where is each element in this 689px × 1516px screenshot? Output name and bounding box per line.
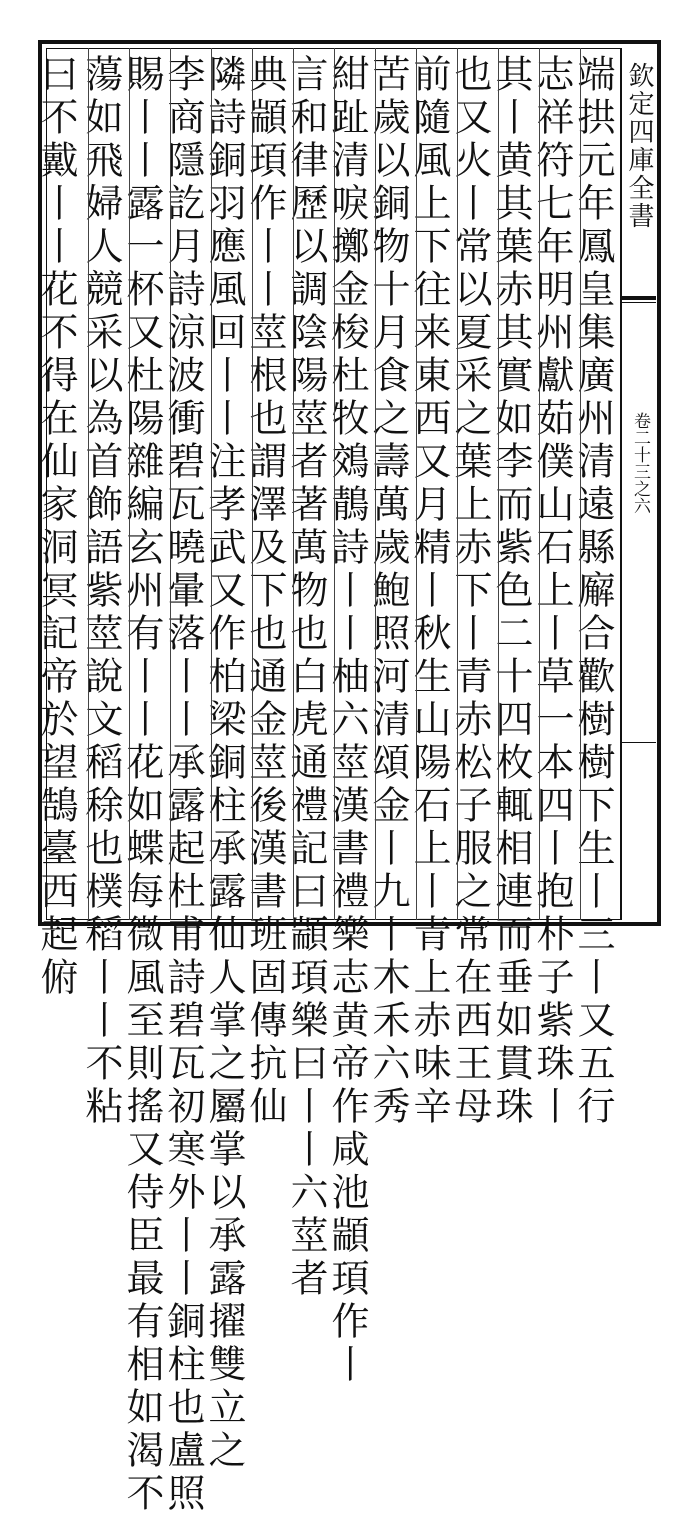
column-rule xyxy=(334,48,335,920)
text-column: 苦歲以銅物十月食之壽萬歲鮑照河清頌金丨九丨木禾六秀 xyxy=(366,54,410,1129)
column-rule xyxy=(375,48,376,920)
text-column: 其丨黄其葉赤其實如李而紫色二十四枚輒相連而垂如貫珠 xyxy=(489,54,533,1129)
fishtail-mark xyxy=(622,296,656,300)
column-rule xyxy=(211,48,212,920)
column-rule xyxy=(457,48,458,920)
text-column: 賜丨丨露一杯又杜陽雜編玄州有丨丨花如蝶每微風至則搖又侍臣最有相如渴不 xyxy=(120,54,164,1516)
column-rule xyxy=(293,48,294,920)
book-title: 欽定四庫全書 xyxy=(624,62,654,230)
text-column: 也又火丨常以夏采之葉上赤下丨青赤松子服之常在西王母 xyxy=(448,54,492,1129)
fishtail-lower-line xyxy=(622,742,656,743)
column-rule xyxy=(539,48,540,920)
column-rule xyxy=(88,48,89,920)
text-column: 蕩如飛婦人競采以為首飾語紫莖說文稻稌也樸稻丨丨不粘 xyxy=(79,54,123,1129)
text-column: 曰不戴丨丨花不得在仙家洞冥記帝於望鵠臺西起俯 xyxy=(34,54,78,1000)
fishtail-line xyxy=(622,302,656,303)
column-rule xyxy=(129,48,130,920)
column-rule xyxy=(498,48,499,920)
text-column: 隣詩銅羽應風回丨丨注孝武又作柏梁銅柱承露仙人掌之屬掌以承露擢雙立之 xyxy=(202,54,246,1473)
text-column: 端拱元年鳳皇集廣州清遠縣廨合歡樹樹下生丨三丨又五行 xyxy=(571,54,615,1129)
text-column: 李商隱訖月詩涼波衝碧瓦曉暈落丨丨承露起杜甫詩碧瓦初寒外丨丨銅柱也盧照 xyxy=(161,54,205,1516)
text-column: 言和律歷以調陰陽莖者著萬物也白虎通禮記曰顓頊樂曰丨丨六莖者 xyxy=(284,54,328,1301)
text-column: 志祥符七年明州獻茹僕山石上丨草一本四丨抱朴子紫珠丨 xyxy=(530,54,574,1129)
column-rule xyxy=(252,48,253,920)
volume-label: 卷二十三之六 xyxy=(630,412,650,514)
text-column: 前隨風上下往来東西又月精丨秋生山陽石上丨青上赤味辛 xyxy=(407,54,451,1129)
column-rule xyxy=(580,48,581,920)
column-rule xyxy=(170,48,171,920)
text-column: 典顓頊作丨丨莖根也謂澤及下也通金莖後漢書班固傳抗仙 xyxy=(243,54,287,1129)
text-column: 紺趾清唳擲金梭杜牧鵁鶄詩丨丨柚六莖漢書禮樂志黄帝作咸池顓頊作丨 xyxy=(325,54,369,1387)
column-rule xyxy=(416,48,417,920)
